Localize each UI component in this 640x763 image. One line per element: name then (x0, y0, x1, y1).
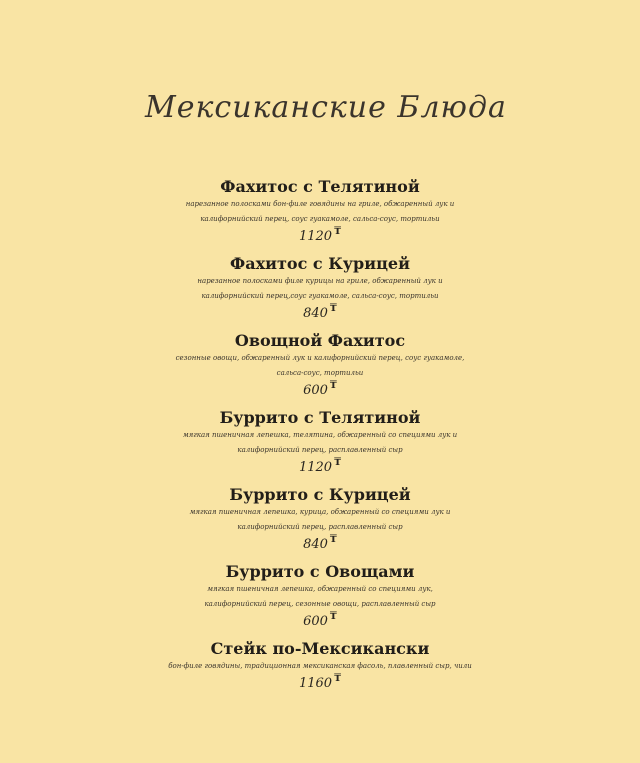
price-value: 1160 (298, 676, 333, 691)
dish-name: Буррито с Курицей (229, 485, 411, 504)
dish-item (40, 330, 600, 407)
dish-description: нарезанное полосками бон-филе говядины на гриле, обжаренный лук и калифорнийский перец, соус гуакамоле, сальса-соус, тортильи (185, 200, 455, 223)
dish-name: Буррито с Телятиной (219, 408, 421, 427)
dish-item (40, 253, 600, 330)
section-title: Мексиканские Блюда (145, 90, 507, 125)
price-value: 840 (303, 306, 328, 321)
tenge-icon: ₸ (329, 534, 337, 545)
dish-price (299, 458, 341, 479)
dish-list (40, 176, 600, 715)
dish-item (40, 561, 600, 638)
tenge-icon: ₸ (334, 673, 342, 684)
tenge-icon: ₸ (334, 457, 342, 468)
dish-description: сезонные овощи, обжаренный лук и калифорнийский перец, соус гуакамоле, сальса-соус, тортильи (175, 354, 465, 377)
dish-name: Фахитос с Курицей (230, 254, 410, 273)
price-value: 840 (303, 537, 328, 552)
dish-item (40, 407, 600, 484)
dish-item (40, 638, 600, 715)
dish-name: Овощной Фахитос (234, 331, 406, 350)
dish-price (303, 535, 337, 556)
dish-price (299, 227, 341, 248)
price-value: 1120 (298, 229, 333, 244)
dish-description: нарезанное полосками филе курицы на гриле, обжаренный лук и калифорнийский перец,соус гуакамоле, сальса-соус, тортильи (197, 277, 443, 300)
dish-name: Фахитос с Телятиной (220, 177, 420, 196)
dish-price (303, 612, 337, 633)
dish-description: мягкая пшеничная лепешка, телятина, обжаренный со специями лук и калифорнийский перец, расплавленный сыр (182, 431, 458, 454)
dish-item (40, 484, 600, 561)
tenge-icon: ₸ (329, 380, 337, 391)
dish-description: мягкая пшеничная лепешка, курица, обжаренный со специями лук и калифорнийский перец, расплавленный сыр (189, 508, 451, 531)
price-value: 1120 (298, 460, 333, 475)
dish-price (299, 674, 341, 695)
dish-item (40, 176, 600, 253)
dish-description: мягкая пшеничная лепешка, обжаренный со специями лук, калифорнийский перец, сезонные овощи, расплавленный сыр (204, 585, 436, 608)
dish-price (303, 304, 337, 325)
dish-price (303, 381, 337, 402)
dish-description: бон-филе говядины, традиционная мексиканская фасоль, плавленный сыр, чили (168, 662, 472, 670)
tenge-icon: ₸ (334, 226, 342, 237)
tenge-icon: ₸ (329, 303, 337, 314)
price-value: 600 (303, 383, 328, 398)
tenge-icon: ₸ (329, 611, 337, 622)
price-value: 600 (303, 614, 328, 629)
dish-name: Стейк по-Мексикански (210, 639, 430, 658)
dish-name: Буррито с Овощами (225, 562, 415, 581)
